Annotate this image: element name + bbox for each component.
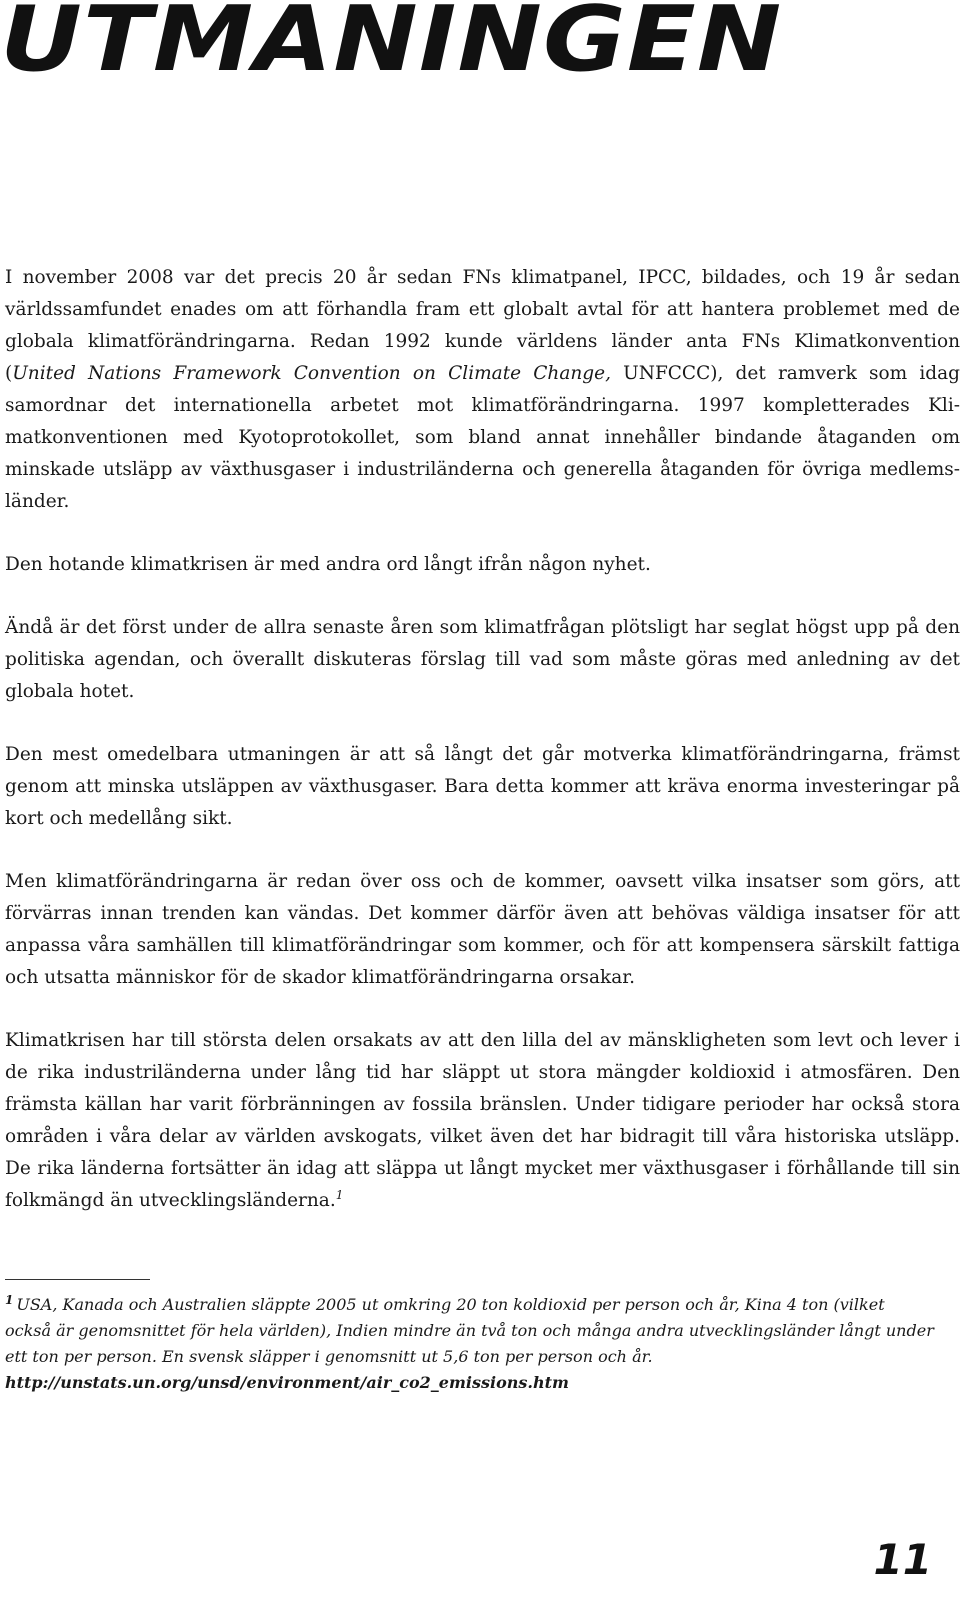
paragraph-causes-text: Klimatkrisen har till största delen orsakats av att den lilla del av mänskligheten som levt och lever i de rika industriländerna under lång tid har släppt ut stora mängder koldioxid i atmosfären. Den främsta källan har varit förbränningen av fossila bränslen. Under tidigare perioder har också stora områden i våra delar av världen avskogats, vilket även det har bidragit till våra historiska utsläpp. De rika länderna fortsätter än idag att släppa ut långt mycket mer växthusgaser i förhållande till sin folkmängd än utvecklingsländerna. [5, 1030, 960, 1211]
paragraph-intro-part-1: I november 2008 var det precis 20 år sedan FNs klimatpanel, IPCC, bildades, och 19 år sedan världssamfundet enades om att förhandla fram ett globalt avtal för att hantera problemet med de globala klimatförändringarna. Redan 1992 kunde världens länder anta FNs Klimatkonvention ( [5, 267, 960, 384]
footnote-divider [5, 1279, 150, 1280]
page-title: UTMANINGEN [0, 0, 783, 92]
footnote-text: USA, Kanada och Australien släppte 2005 ut omkring 20 ton koldioxid per person och år, Kina 4 ton (vilket också är genomsnittet för hela världen), Indien mindre än två ton och många andra utvecklingsländer långt under ett ton per person. En svensk släpper i genomsnitt ut 5,6 ton per person och år. [5, 1295, 934, 1366]
paragraph-intro-part-2: UNFCCC), det ramverk som idag samordnar det internationella arbetet mot klimatförändringarna. 1997 kompletterades Klimatkonventionen med Kyotoprotokollet, som bland annat innehåller bindande åtaganden om minskade utsläpp av växthusgaser i industriländerna och generella åtaganden för övriga medlemsländer. [5, 363, 960, 512]
body-text [5, 262, 960, 1248]
paragraph-causes [5, 1025, 960, 1217]
footnote-link[interactable]: http://unstats.un.org/unsd/environment/air_co2_emissions.htm [5, 1373, 569, 1392]
footnote-number: 1 [5, 1292, 14, 1307]
paragraph-adaptation: Men klimatförändringarna är redan över oss och de kommer, oavsett vilka insatser som görs, att förvärras innan trenden kan vändas. Det kommer därför även att behövas väldiga insatser för att anpassa våra samhällen till klimatförändringar som kommer, och för att kompensera särskilt fattiga och utsatta människor för de skador klimatförändringarna orsakar. [5, 871, 960, 988]
paragraph-intro [5, 262, 960, 518]
footnote [5, 1292, 935, 1396]
page-number: 11 [873, 1535, 932, 1584]
paragraph-challenge: Den mest omedelbara utmaningen är att så långt det går motverka klimatförändringarna, främst genom att minska utsläppen av växthusgaser. Bara detta kommer att kräva enorma investeringar på kort och medellång sikt. [5, 744, 960, 829]
paragraph-agenda: Ändå är det först under de allra senaste åren som klimatfrågan plötsligt har seglat högst upp på den politiska agendan, och överallt diskuteras förslag till vad som måste göras med anledning av det globala hotet. [5, 617, 960, 702]
paragraph-news: Den hotande klimatkrisen är med andra ord långt ifrån någon nyhet. [5, 554, 651, 575]
unfccc-full-name: United Nations Framework Convention on Climate Change, [12, 363, 611, 384]
footnote-reference[interactable]: 1 [335, 1187, 344, 1202]
